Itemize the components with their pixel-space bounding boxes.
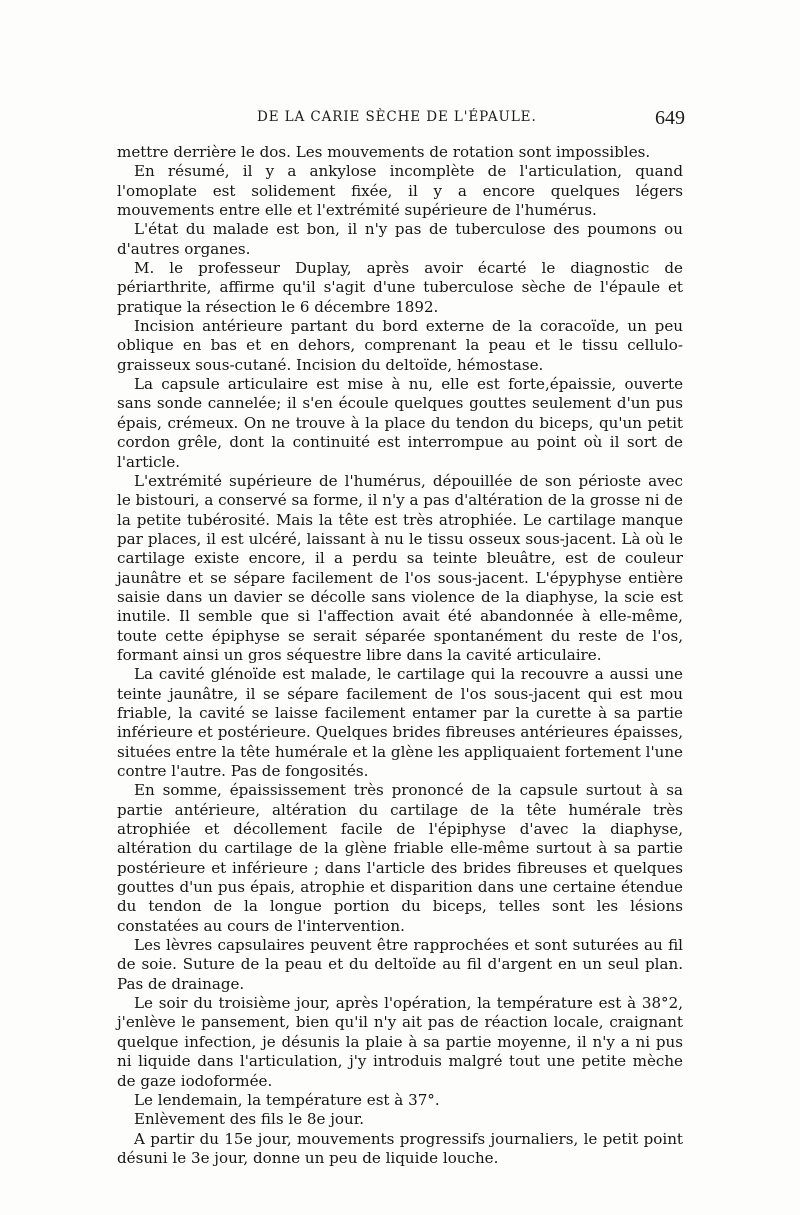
paragraph: Le soir du troisième jour, après l'opération, la température est à 38°2, j'enlève le pansement, bien qu'il n'y ait pas de réaction locale, craignant quelque infection, je désunis la plaie à sa partie moyenne, il n'y a ni pus ni liquide dans l'articulation, j'y introduis malgré tout une petite mèche de gaze iodoformée. <box>117 994 683 1090</box>
paragraph: La cavité glénoïde est malade, le cartilage qui la recouvre a aussi une teinte jaunâtre, il se sépare facilement de l'os sous-jacent qui est mou friable, la cavité se laisse facilement entamer par la curette à sa partie inférieure et postérieure. Quelques brides fibreuses antérieures épaisses, situées entre la tête humérale et la glène les appliquaient fortement l'une contre l'autre. Pas de fongosités. <box>117 665 683 780</box>
running-head: DE LA CARIE SÈCHE DE L'ÉPAULE. <box>257 109 537 125</box>
page-number: 649 <box>655 107 685 129</box>
paragraph: En somme, épaississement très prononcé de la capsule surtout à sa partie antérieure, altération du cartilage de la tête humérale très atrophiée et décollement facile de l'épiphyse d'avec la diaphyse, altération du cartilage de la glène friable elle-même surtout à sa partie postérieure et inférieure ; dans l'article des brides fibreuses et quelques gouttes d'un pus épais, atrophie et disparition dans une certaine étendue du tendon de la longue portion du biceps, telles sont les lésions constatées au cours de l'intervention. <box>117 781 683 935</box>
paragraph: Le lendemain, la température est à 37°. <box>134 1090 440 1109</box>
paragraph: L'état du malade est bon, il n'y pas de tuberculose des poumons ou d'autres organes. <box>117 220 683 258</box>
page-header <box>117 107 687 131</box>
paragraph: Incision antérieure partant du bord externe de la coracoïde, un peu oblique en bas et en dehors, comprenant la peau et le tissu cellulo-graisseux sous-cutané. Incision du deltoïde, hémostase. <box>117 317 683 374</box>
body-text <box>117 143 683 1168</box>
paragraph: mettre derrière le dos. Les mouvements de rotation sont impossibles. <box>117 143 651 161</box>
paragraph: La capsule articulaire est mise à nu, elle est forte,épaissie, ouverte sans sonde cannelée; il s'en écoule quelques gouttes seulement d'un pus épais, crémeux. On ne trouve à la place du tendon du biceps, qu'un petit cordon grêle, dont la continuité est interrompue au point où il sort de l'article. <box>117 375 683 471</box>
paragraph: M. le professeur Duplay, après avoir écarté le diagnostic de périarthrite, affirme qu'il s'agit d'une tuberculose sèche de l'épaule et pratique la résection le 6 décembre 1892. <box>117 259 683 316</box>
paragraph: A partir du 15e jour, mouvements progressifs journaliers, le petit point désuni le 3e jour, donne un peu de liquide louche. <box>117 1129 683 1167</box>
paragraph: Les lèvres capsulaires peuvent être rapprochées et sont suturées au fil de soie. Suture de la peau et du deltoïde au fil d'argent en un seul plan. Pas de drainage. <box>117 936 683 993</box>
paragraph: L'extrémité supérieure de l'humérus, dépouillée de son périoste avec le bistouri, a conservé sa forme, il n'y a pas d'altération de la grosse ni de la petite tubérosité. Mais la tête est très atrophiée. Le cartilage manque par places, il est ulcéré, laissant à nu le tissu osseux sous-jacent. Là où le cartilage existe encore, il a perdu sa teinte bleuâtre, est de couleur jaunâtre et se sépare facilement de l'os sous-jacent. L'épyphyse entière saisie dans un davier se décolle sans violence de la diaphyse, la scie est inutile. Il semble que si l'affection avait été abandonnée à elle-même, toute cette épiphyse se serait séparée spontanément du reste de l'os, formant ainsi un gros séquestre libre dans la cavité articulaire. <box>117 471 683 664</box>
paragraph: Enlèvement des fils le 8e jour. <box>134 1110 365 1129</box>
paragraph: En résumé, il y a ankylose incomplète de l'articulation, quand l'omoplate est solidement fixée, il y a encore quelques légers mouvements entre elle et l'extrémité supérieure de l'humérus. <box>117 162 683 220</box>
